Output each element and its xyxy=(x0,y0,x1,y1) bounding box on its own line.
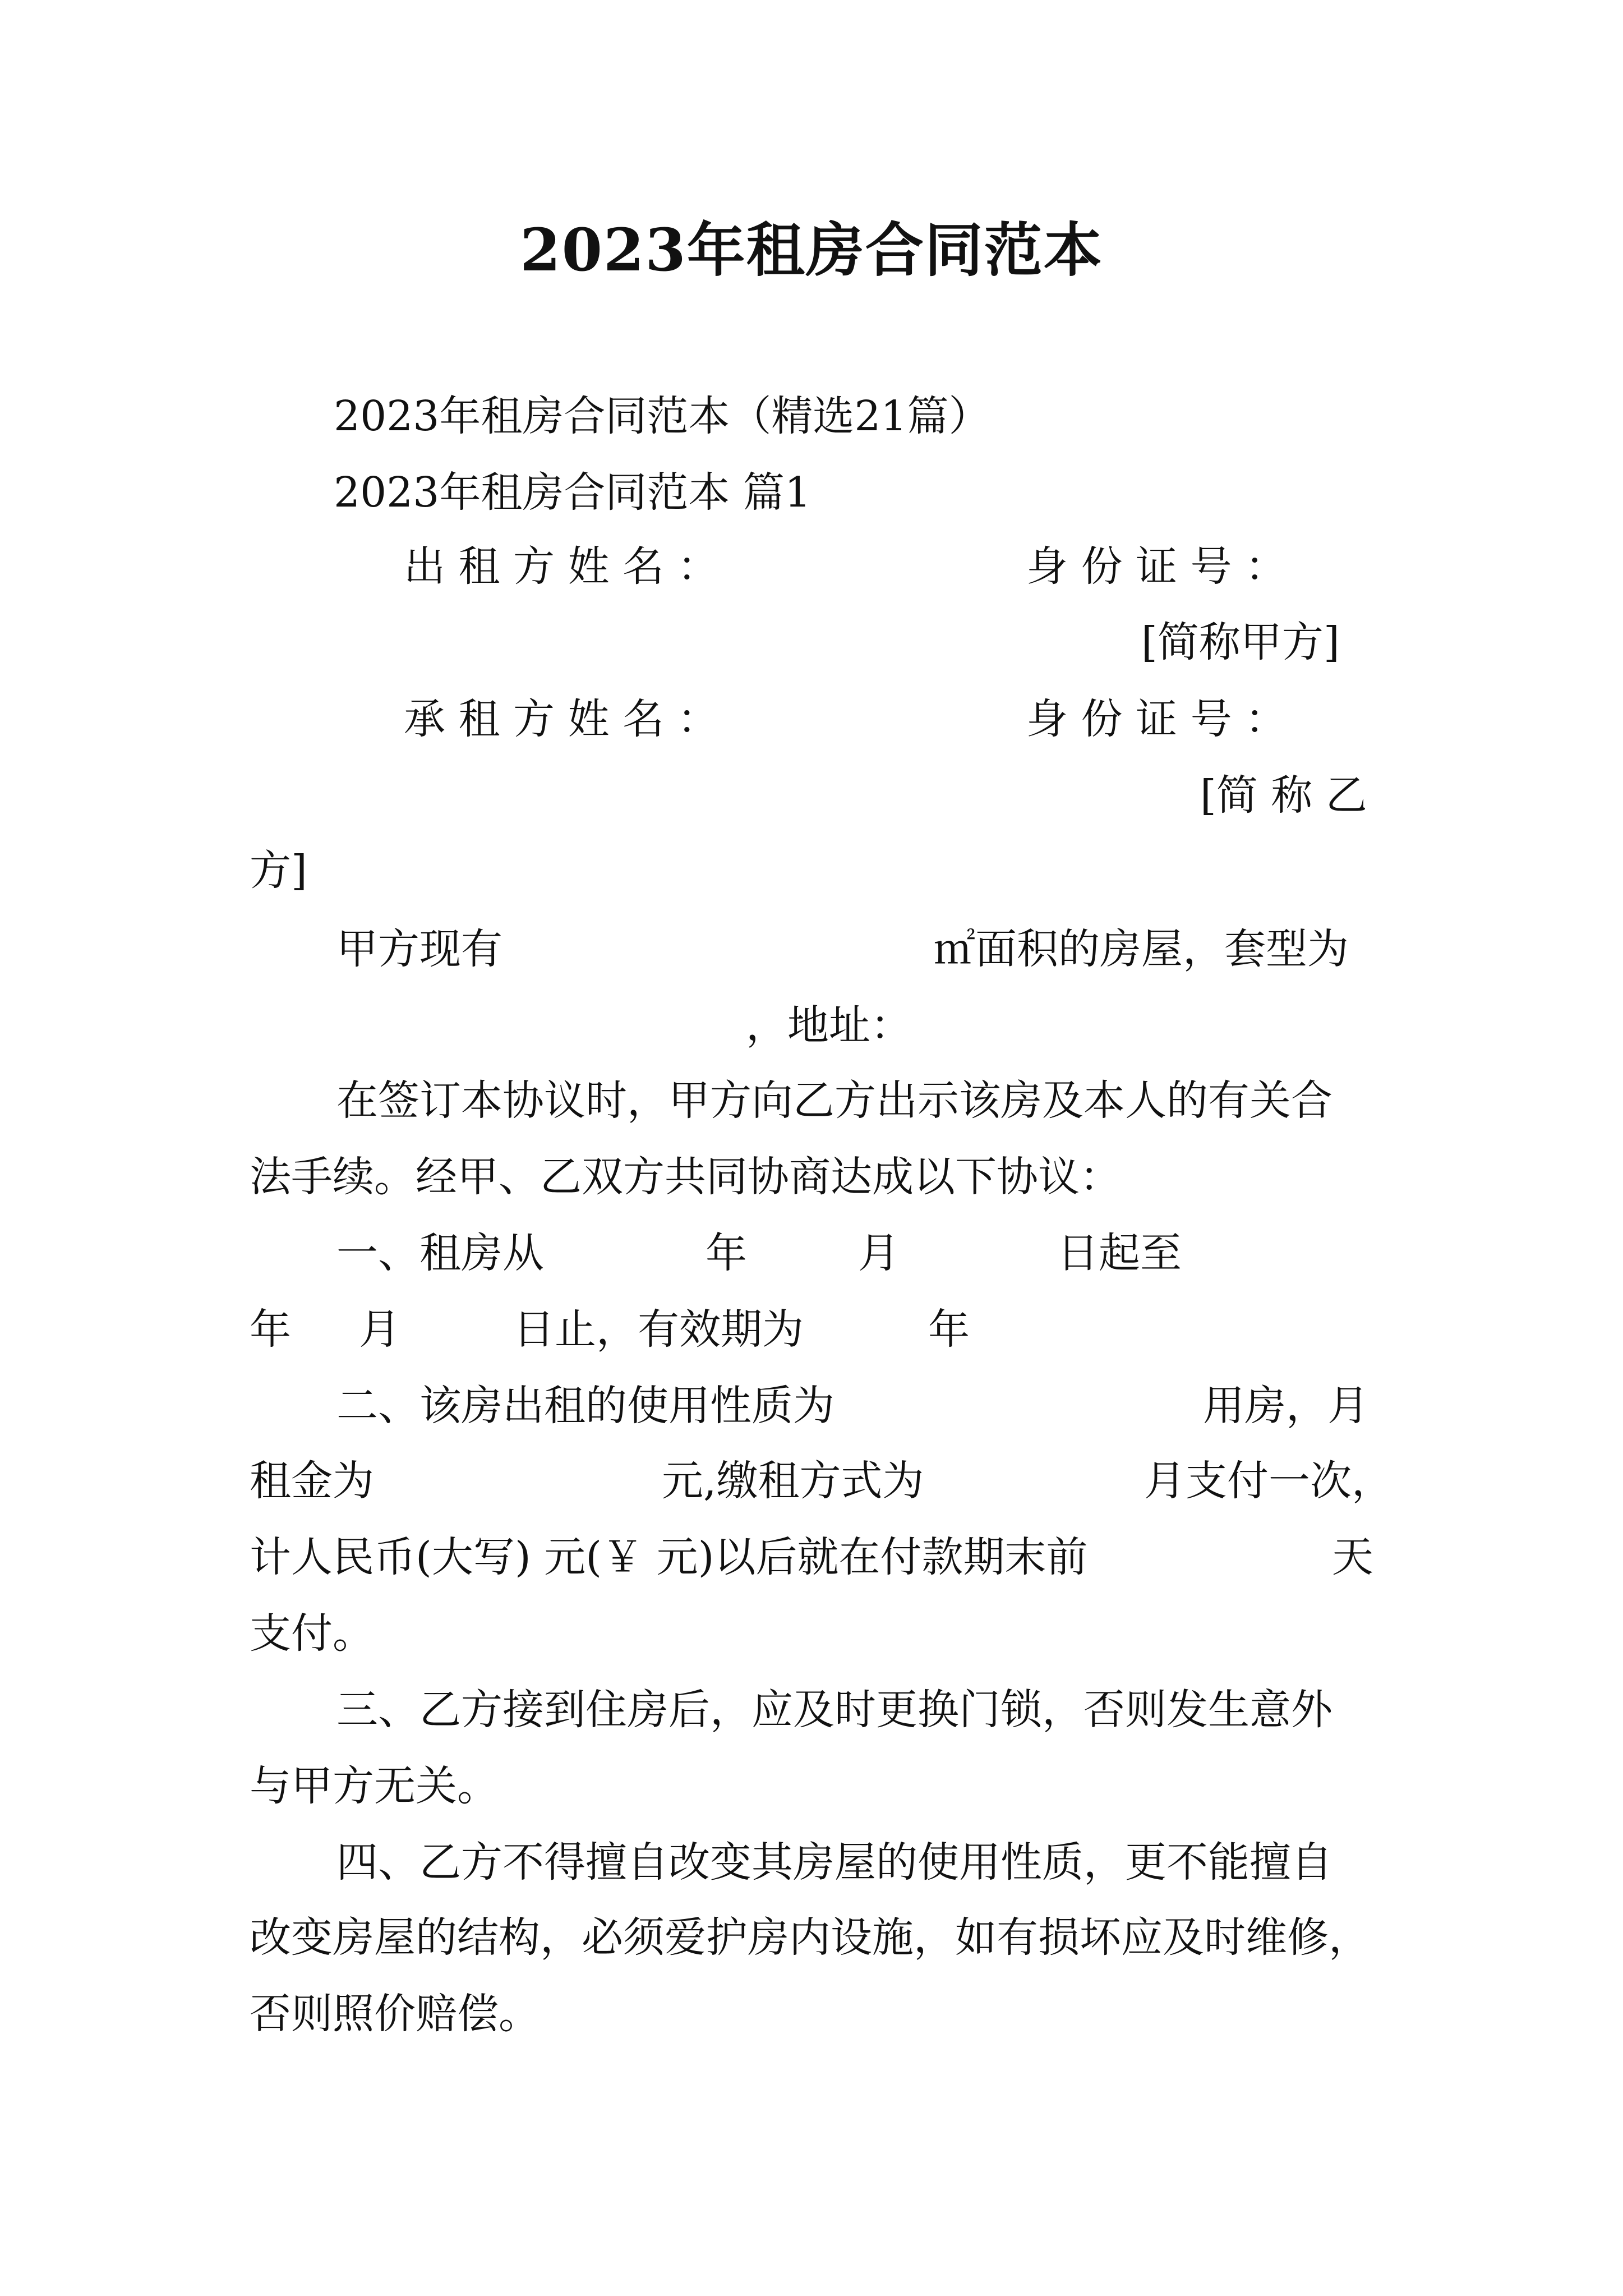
lessee-name-label: 承 租 方 姓 名 ： xyxy=(404,695,719,743)
section-heading: 2023年租房合同范本 篇1 xyxy=(334,468,811,517)
clause-1-end-month: 月 xyxy=(359,1305,400,1354)
clause-1-term-year: 年 xyxy=(928,1305,970,1354)
subtitle: 2023年租房合同范本（精选21篇） xyxy=(334,392,990,440)
clause-4-text-end: 否则照价赔偿。 xyxy=(250,1990,540,2038)
clause-2-days: 天 xyxy=(1332,1533,1373,1581)
clause-1-month: 月 xyxy=(858,1229,900,1277)
document-title: 2023年租房合同范本 xyxy=(520,215,1103,284)
clause-1-end-year: 年 xyxy=(250,1305,291,1354)
house-type-text: ㎡面积的房屋，套型为 xyxy=(934,925,1349,973)
clause-2-amount: 计人民币(大写) 元(￥ 元)以后就在付款期末前 xyxy=(250,1533,1088,1581)
clause-3-text-cont: 与甲方无关。 xyxy=(250,1762,499,1810)
clause-2-rent: 租金为 xyxy=(250,1457,374,1505)
lessee-id-label: 身 份 证 号 ： xyxy=(1026,695,1287,743)
clause-1-year: 年 xyxy=(706,1229,747,1277)
clause-4-text: 四、乙方不得擅自改变其房屋的使用性质，更不能擅自 xyxy=(336,1838,1332,1887)
party-b-note-cont: 方] xyxy=(250,846,307,895)
lessor-id-label: 身 份 证 号 ： xyxy=(1026,542,1287,591)
signing-paragraph-cont: 法手续。经甲、乙双方共同协商达成以下协议： xyxy=(250,1153,1121,1201)
clause-2-pay: 支付。 xyxy=(250,1609,374,1658)
lessor-name-label: 出 租 方 姓 名 ： xyxy=(404,542,719,591)
party-a-note: [简称甲方] xyxy=(1141,618,1340,666)
clause-1-day: 日起至 xyxy=(1057,1229,1182,1277)
clause-2-period: 月支付一次， xyxy=(1144,1457,1393,1505)
clause-2-text: 二、该房出租的使用性质为 xyxy=(336,1382,834,1430)
clause-3-text: 三、乙方接到住房后，应及时更换门锁，否则发生意外 xyxy=(336,1686,1332,1734)
clause-1-text: 一、租房从 xyxy=(336,1229,544,1277)
clause-4-text-cont: 改变房屋的结构，必须爱护房内设施，如有损坏应及时维修， xyxy=(250,1913,1370,1962)
house-address-text: ，地址： xyxy=(746,1001,912,1050)
signing-paragraph: 在签订本协议时，甲方向乙方出示该房及本人的有关合 xyxy=(336,1076,1332,1125)
clause-1-term: 日止，有效期为 xyxy=(513,1305,804,1354)
clause-2-usage: 用房，月 xyxy=(1203,1382,1369,1430)
party-b-note: [简 称 乙 xyxy=(1200,771,1367,820)
clause-2-method: 元,缴租方式为 xyxy=(662,1457,924,1505)
house-area-text: 甲方现有 xyxy=(336,925,502,973)
